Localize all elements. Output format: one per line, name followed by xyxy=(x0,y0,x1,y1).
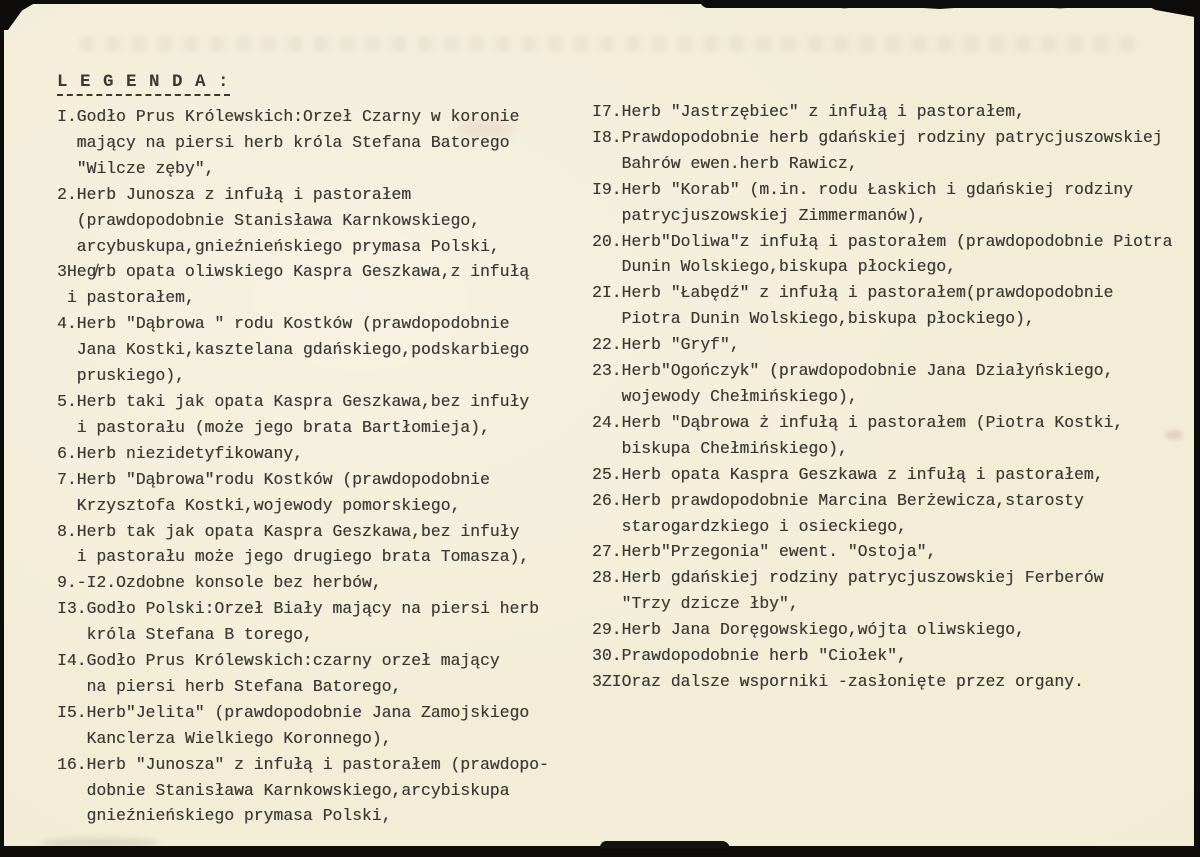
legend-line: 8.Herb tak jak opata Kaspra Geszkawa,bez infuły xyxy=(57,521,520,541)
legend-line: 3Heg̸rb opata oliwskiego Kaspra Geszkawa,z infułą xyxy=(57,262,530,282)
legend-line: patrycjuszowskiej Zimmermanów), xyxy=(621,205,927,225)
legend-line: I3.Godło Polski:Orzeł Biały mający na piersi herb xyxy=(57,599,539,619)
legend-line: 16.Herb "Junosza" z infułą i pastorałem (prawdopo- xyxy=(57,754,549,774)
legend-line: biskupa Chełmińskiego), xyxy=(621,438,848,458)
legend-line: pruskiego), xyxy=(76,366,185,386)
legend-column-right xyxy=(592,99,1198,695)
legend-line: I.Godło Prus Królewskich:Orzeł Czarny w koronie xyxy=(57,107,520,126)
legend-line: wojewody Chełmińskiego), xyxy=(621,386,858,406)
legend-line: 30.Prawdopodobnie herb "Ciołek", xyxy=(592,646,907,666)
legend-line: 28.Herb gdańskiej rodziny patrycjuszowskiej Ferberów xyxy=(592,568,1104,588)
legend-line: i pastorału (może jego brata Bartłomieja), xyxy=(76,417,490,437)
legend-line: I4.Godło Prus Królewskich:czarny orzeł mający xyxy=(57,651,500,671)
legend-line: mający na piersi herb króla Stefana Batorego xyxy=(76,132,510,152)
legend-line: 22.Herb "Gryf", xyxy=(592,335,740,355)
legend-line: arcybuskupa,gnieźnieńskiego prymasa Polski, xyxy=(76,236,500,256)
scan-edge-top-jagged xyxy=(820,0,1120,12)
legend-line: Dunin Wolskiego,biskupa płockiego, xyxy=(621,257,956,277)
legend-line: 29.Herb Jana Doręgowskiego,wójta oliwskiego, xyxy=(592,620,1025,640)
legend-line: na piersi herb Stefana Batorego, xyxy=(86,676,402,696)
legend-line: 6.Herb niezidetyfikowany, xyxy=(57,443,303,463)
scan-corner-top-right xyxy=(1136,0,1200,18)
legend-line: I5.Herb"Jelita" (prawdopodobnie Jana Zamojskiego xyxy=(57,702,530,722)
legend-line: 7.Herb "Dąbrowa"rodu Kostków (prawdopodobnie xyxy=(57,469,490,489)
legend-line: 9.-I2.Ozdobne konsole bez herbów, xyxy=(57,573,382,593)
scan-edge-right xyxy=(1194,0,1200,857)
legend-line: 5.Herb taki jak opata Kaspra Geszkawa,bez infuły xyxy=(57,391,530,411)
legend-line: gnieźnieńskiego prymasa Polski, xyxy=(86,806,392,826)
legend-line: I9.Herb "Korab" (m.in. rodu Łaskich i gdańskiej rodziny xyxy=(592,179,1133,199)
legend-line: 3ZIOraz dalsze wsporniki -zasłonięte przez organy. xyxy=(592,671,1084,691)
scan-corner-top-left xyxy=(0,0,40,30)
legend-line: Krzysztofa Kostki,wojewody pomorskiego, xyxy=(76,495,461,515)
legend-line: "Wilcze zęby", xyxy=(76,158,215,178)
legend-line: "Trzy dzicze łby", xyxy=(621,594,799,614)
legend-line: I7.Herb "Jastrzębiec" z infułą i pastorałem, xyxy=(592,102,1025,121)
legend-line: (prawdopodobnie Stanisława Karnkowskiego, xyxy=(76,210,480,230)
scan-edge-bottom-bump xyxy=(600,841,730,849)
scan-edge-left xyxy=(0,0,4,857)
legend-line: i pastorałem, xyxy=(66,288,195,308)
legend-column-left xyxy=(57,104,602,829)
legend-line: I8.Prawdopodobnie herb gdańskiej rodziny patrycjuszowskiej xyxy=(592,127,1163,147)
legend-line: 24.Herb "Dąbrowa ż infułą i pastorałem (Piotra Kostki, xyxy=(592,412,1124,432)
bleed-through-smudge xyxy=(80,36,1140,52)
legend-line: Bahrów ewen.herb Rawicz, xyxy=(621,153,858,173)
legend-line: Kanclerza Wielkiego Koronnego), xyxy=(86,728,392,748)
legend-line: 26.Herb prawdopodobnie Marcina Berżewicza,starosty xyxy=(592,490,1084,510)
legend-line: 2.Herb Junosza z infułą i pastorałem xyxy=(57,184,412,204)
legend-line: Jana Kostki,kasztelana gdańskiego,podskarbiego xyxy=(76,340,530,360)
legend-line: dobnie Stanisława Karnkowskiego,arcybiskupa xyxy=(86,780,510,800)
legend-heading: L E G E N D A : xyxy=(57,72,230,96)
legend-line: starogardzkiego i osieckiego, xyxy=(621,516,907,536)
legend-line: 20.Herb"Doliwa"z infułą i pastorałem (prawdopodobnie Piotra xyxy=(592,231,1173,251)
legend-line: Piotra Dunin Wolskiego,biskupa płockiego), xyxy=(621,309,1035,329)
legend-line: 27.Herb"Przegonia" ewent. "Ostoja", xyxy=(592,542,937,562)
legend-line: króla Stefana B torego, xyxy=(86,625,313,645)
legend-line: i pastorału może jego drugiego brata Tomasza), xyxy=(76,547,530,567)
legend-line: 23.Herb"Ogończyk" (prawdopodobnie Jana Działyńskiego, xyxy=(592,361,1114,381)
legend-line: 4.Herb "Dąbrowa " rodu Kostków (prawdopodobnie xyxy=(57,314,510,334)
legend-line: 2I.Herb "Łabędź" z infułą i pastorałem(prawdopodobnie xyxy=(592,283,1114,303)
legend-line: 25.Herb opata Kaspra Geszkawa z infułą i pastorałem, xyxy=(592,464,1104,484)
